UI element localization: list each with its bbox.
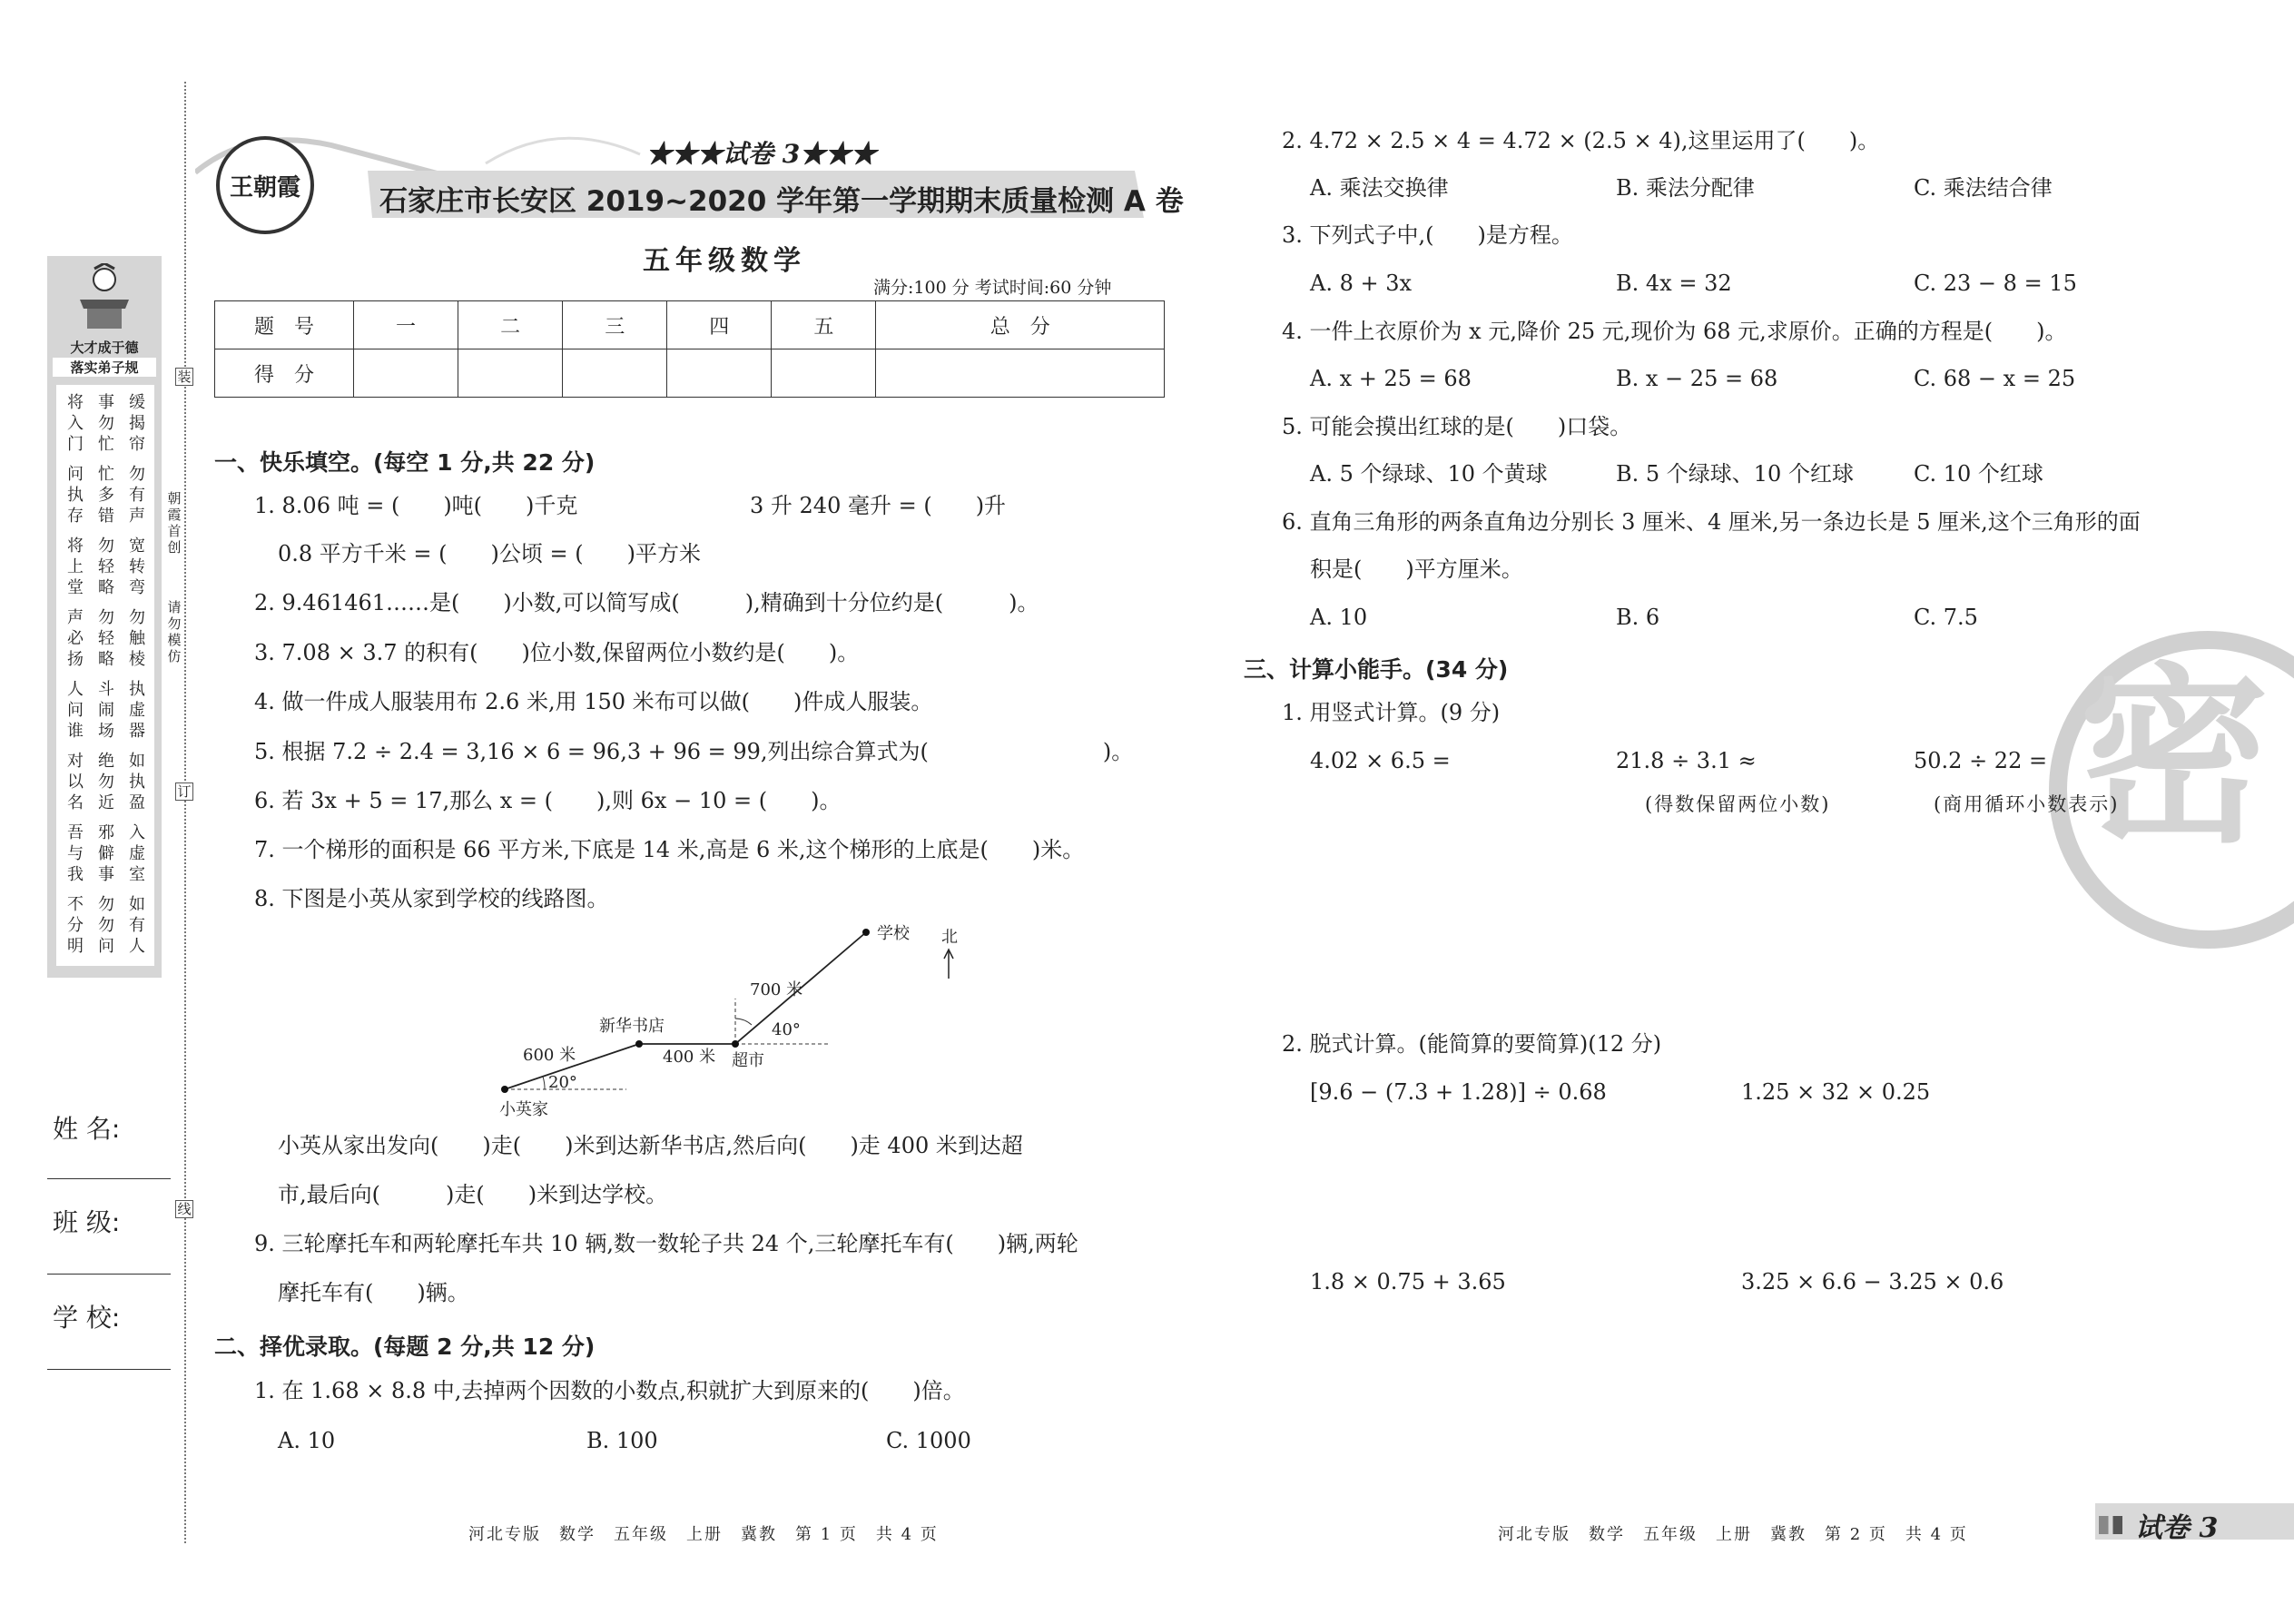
q7: 7. 一个梯形的面积是 66 平方米,下底是 14 米,高是 6 米,这个梯形的上底是( )米。 xyxy=(254,837,1085,862)
motto-column: 问执存 xyxy=(67,465,84,526)
name-label: 姓 名: xyxy=(53,1114,121,1144)
q1b: 3 升 240 毫升 = ( )升 xyxy=(750,493,1007,518)
footer-left: 河北专版 数学 五年级 上册 冀教 第 1 页 共 4 页 xyxy=(468,1525,939,1544)
score-cell: 题 号 xyxy=(215,301,354,349)
c6-option-a: A. 10 xyxy=(1310,605,1368,630)
motto-column: 宽转弯 xyxy=(129,536,145,597)
q4: 4. 做一件成人服装用布 2.6 米,用 150 米布可以做( )件成人服装。 xyxy=(254,689,933,714)
c3-option-a: A. 8 + 3x xyxy=(1310,271,1413,296)
c4-option-a: A. x + 25 = 68 xyxy=(1310,366,1472,391)
score-cell: 得 分 xyxy=(215,349,354,398)
score-input[interactable] xyxy=(667,349,772,398)
k1-item-3: 50.2 ÷ 22 = xyxy=(1914,748,2048,773)
binding-line xyxy=(184,82,186,1543)
map-point-home xyxy=(501,1086,508,1093)
c6a: 6. 直角三角形的两条直角边分别长 3 厘米、4 厘米,另一条边长是 5 厘米,这个三角形的面 xyxy=(1282,509,2141,535)
class-label: 班 级: xyxy=(53,1207,121,1237)
c1-option-b: B. 100 xyxy=(586,1428,658,1453)
map-label-700: 700 米 xyxy=(750,980,803,999)
motto-column: 将入门 xyxy=(67,393,84,454)
c3-option-c: C. 23 − 8 = 15 xyxy=(1914,271,2077,296)
k2-item-3: 1.8 × 0.75 + 3.65 xyxy=(1310,1269,1506,1294)
exam-meta: 满分:100 分 考试时间:60 分钟 xyxy=(873,278,1112,298)
c5-option-a: A. 5 个绿球、10 个黄球 xyxy=(1310,461,1548,487)
motto-banner-1: 大才成于德 xyxy=(70,340,139,356)
motto-column: 绝勿近 xyxy=(98,752,114,812)
section-1-title: 一、快乐填空。(每空 1 分,共 22 分) xyxy=(214,449,596,476)
score-cell: 一 xyxy=(354,301,458,349)
section-3-title: 三、计算小能手。(34 分) xyxy=(1244,656,1509,683)
route-map xyxy=(481,917,989,1135)
logo-emblem xyxy=(216,136,314,234)
footer-tag: 试卷 3 xyxy=(2135,1512,2219,1544)
map-label-400: 400 米 xyxy=(663,1048,716,1067)
motto-column: 斗闹场 xyxy=(98,680,114,741)
map-label-20: 20° xyxy=(548,1073,577,1092)
q2: 2. 9.461461……是( )小数,可以简写成( ),精确到十分位约是( )。 xyxy=(254,590,1039,615)
subject-title: 五年级数学 xyxy=(643,245,806,277)
map-point-market xyxy=(732,1040,739,1048)
c4-option-b: B. x − 25 = 68 xyxy=(1616,366,1778,391)
motto-column: 勿触棱 xyxy=(129,608,145,669)
motto-column: 事勿忙 xyxy=(98,393,114,454)
map-point-school xyxy=(862,929,870,936)
c5-option-c: C. 10 个红球 xyxy=(1914,461,2043,487)
score-table-score-row xyxy=(215,349,1165,398)
map-point-store xyxy=(635,1040,643,1048)
q9b: 摩托车有( )辆。 xyxy=(278,1280,469,1305)
motto-column: 如执盈 xyxy=(129,752,145,812)
c6b: 积是( )平方厘米。 xyxy=(1310,556,1523,582)
map-label-store: 新华书店 xyxy=(599,1017,665,1036)
c3: 3. 下列式子中,( )是方程。 xyxy=(1282,222,1573,248)
c2: 2. 4.72 × 2.5 × 4 = 4.72 × (2.5 × 4),这里运用了( )。 xyxy=(1282,128,1880,153)
score-input[interactable] xyxy=(876,349,1165,398)
c2-option-c: C. 乘法结合律 xyxy=(1914,175,2053,201)
class-field[interactable] xyxy=(47,1274,171,1275)
score-input[interactable] xyxy=(458,349,563,398)
k1: 1. 用竖式计算。(9 分) xyxy=(1282,700,1501,725)
map-label-home: 小英家 xyxy=(499,1100,548,1119)
motto-column: 勿轻略 xyxy=(98,536,114,597)
footer-tag-squares xyxy=(2099,1516,2122,1534)
map-label-market: 超市 xyxy=(732,1051,764,1070)
motto-column: 吾与我 xyxy=(67,823,84,884)
k2: 2. 脱式计算。(能简算的要简算)(12 分) xyxy=(1282,1031,1662,1057)
k1-item-1: 4.02 × 6.5 = xyxy=(1310,748,1451,773)
motto-column: 缓揭帘 xyxy=(129,393,145,454)
score-cell: 三 xyxy=(563,301,667,349)
motto-columns xyxy=(56,385,154,966)
score-table-header-row xyxy=(215,301,1165,349)
c1: 1. 在 1.68 × 8.8 中,去掉两个因数的小数点,积就扩大到原来的( )倍。 xyxy=(254,1378,965,1403)
c3-option-b: B. 4x = 32 xyxy=(1616,271,1732,296)
c4: 4. 一件上衣原价为 x 元,降价 25 元,现价为 68 元,求原价。正确的方程是( )。 xyxy=(1282,319,2067,344)
secret-stamp-text: 密 xyxy=(2079,646,2270,869)
map-label-600: 600 米 xyxy=(523,1046,576,1065)
motto-column: 邪僻事 xyxy=(98,823,114,884)
map-label-north: 北 xyxy=(941,928,958,947)
score-table xyxy=(214,300,1165,398)
side-mark-nocopy: 请勿模仿 xyxy=(167,599,182,664)
side-mark-xian: 线 xyxy=(175,1200,193,1218)
c5-option-b: B. 5 个绿球、10 个红球 xyxy=(1616,461,1854,487)
exam-tag: ★★★试卷 3★★★ xyxy=(646,139,877,169)
q5: 5. 根据 7.2 ÷ 2.4 = 3,16 × 6 = 96,3 + 96 = 99,列出综合算式为( )。 xyxy=(254,739,1134,764)
q8b: 市,最后向( )走( )米到达学校。 xyxy=(278,1182,668,1207)
logo-text: 王朝霞 xyxy=(229,174,300,202)
c4-option-c: C. 68 − x = 25 xyxy=(1914,366,2076,391)
exam-title: 石家庄市长安区 2019~2020 学年第一学期期末质量检测 A 卷 xyxy=(379,185,1184,218)
motto-column: 将上堂 xyxy=(67,536,84,597)
q1c: 0.8 平方千米 = ( )公顷 = ( )平方米 xyxy=(278,541,701,566)
q9a: 9. 三轮摩托车和两轮摩托车共 10 辆,数一数轮子共 24 个,三轮摩托车有( )辆,两轮 xyxy=(254,1231,1078,1256)
motto-column: 入虚室 xyxy=(129,823,145,884)
k1-item-2: 21.8 ÷ 3.1 ≈ xyxy=(1616,748,1757,773)
score-cell: 总 分 xyxy=(876,301,1165,349)
motto-panel xyxy=(47,256,162,978)
q3: 3. 7.08 × 3.7 的积有( )位小数,保留两位小数约是( )。 xyxy=(254,640,860,665)
c6-option-c: C. 7.5 xyxy=(1914,605,1978,630)
motto-column: 勿有声 xyxy=(129,465,145,526)
q8: 8. 下图是小英从家到学校的线路图。 xyxy=(254,886,609,911)
side-mark-original: 朝霞首创 xyxy=(167,490,182,556)
q6: 6. 若 3x + 5 = 17,那么 x = ( ),则 6x − 10 = ( )。 xyxy=(254,788,842,813)
c2-option-b: B. 乘法分配律 xyxy=(1616,175,1755,201)
c5: 5. 可能会摸出红球的是( )口袋。 xyxy=(1282,414,1632,439)
motto-column: 对以名 xyxy=(67,752,84,812)
k1-note-1: (得数保留两位小数) xyxy=(1645,793,1831,815)
motto-column: 执虚器 xyxy=(129,680,145,741)
score-input[interactable] xyxy=(354,349,458,398)
footer-tag-bar xyxy=(2095,1503,2294,1544)
k2-item-2: 1.25 × 32 × 0.25 xyxy=(1741,1079,1931,1105)
motto-column: 声必扬 xyxy=(67,608,84,669)
motto-column: 人问谁 xyxy=(67,680,84,741)
school-label: 学 校: xyxy=(53,1303,121,1333)
side-mark-ding: 订 xyxy=(175,782,193,801)
k1-note-2: (商用循环小数表示) xyxy=(1934,793,2120,815)
c2-option-a: A. 乘法交换律 xyxy=(1310,175,1449,201)
motto-banner-2: 落实弟子规 xyxy=(53,358,156,377)
q1a: 1. 8.06 吨 = ( )吨( )千克 xyxy=(254,493,578,518)
map-label-40: 40° xyxy=(772,1020,801,1039)
k2-item-4: 3.25 × 6.6 − 3.25 × 0.6 xyxy=(1741,1269,2004,1294)
k2-item-1: [9.6 − (7.3 + 1.28)] ÷ 0.68 xyxy=(1310,1079,1607,1105)
name-field[interactable] xyxy=(47,1178,171,1179)
motto-column: 忙多错 xyxy=(98,465,114,526)
footer-right: 河北专版 数学 五年级 上册 冀教 第 2 页 共 4 页 xyxy=(1498,1525,1968,1544)
score-cell: 四 xyxy=(667,301,772,349)
section-2-title: 二、择优录取。(每题 2 分,共 12 分) xyxy=(214,1334,596,1360)
c6-option-b: B. 6 xyxy=(1616,605,1660,630)
scholar-illustration xyxy=(67,263,142,336)
score-cell: 二 xyxy=(458,301,563,349)
map-label-school: 学校 xyxy=(877,924,910,943)
score-input[interactable] xyxy=(563,349,667,398)
score-input[interactable] xyxy=(772,349,876,398)
motto-column: 不分明 xyxy=(67,895,84,956)
score-cell: 五 xyxy=(772,301,876,349)
c1-option-a: A. 10 xyxy=(278,1428,336,1453)
motto-column: 勿轻略 xyxy=(98,608,114,669)
side-mark-zhuang: 装 xyxy=(175,368,193,386)
school-field[interactable] xyxy=(47,1369,171,1370)
motto-column: 如有人 xyxy=(129,895,145,956)
motto-column: 勿勿问 xyxy=(98,895,114,956)
c1-option-c: C. 1000 xyxy=(886,1428,971,1453)
q8a: 小英从家出发向( )走( )米到达新华书店,然后向( )走 400 米到达超 xyxy=(278,1133,1023,1158)
